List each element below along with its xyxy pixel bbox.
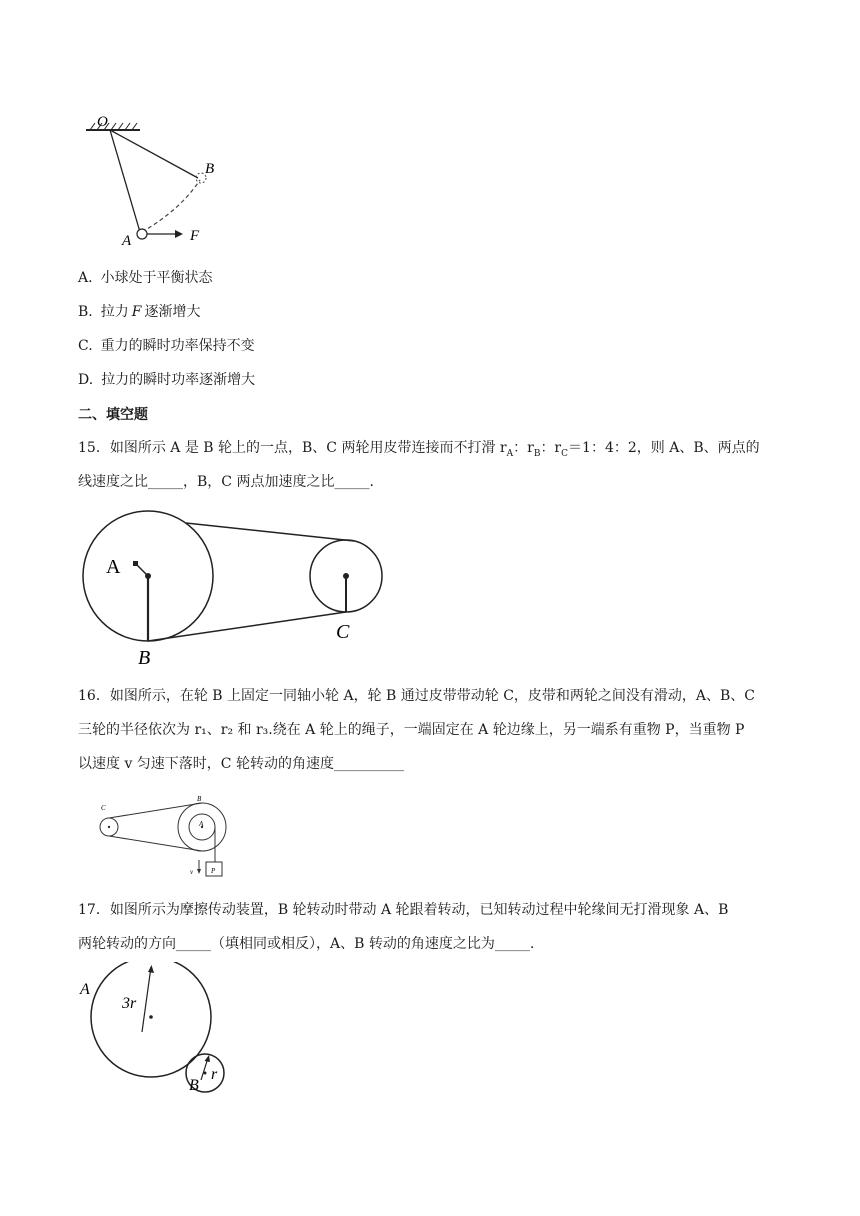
option-letter: D. (78, 372, 94, 388)
q15-text: ＝1：4：2，则 A、B、两点的 (568, 440, 760, 456)
label-a: A (80, 981, 90, 998)
q16-line1: 16．如图所示，在轮 B 上固定一同轴小轮 A，轮 B 通过皮带带动轮 C，皮带和两轮之间没有滑动，A、B、C (78, 688, 756, 704)
q15-line1 (78, 438, 760, 464)
option-letter: B. (78, 304, 93, 320)
friction-drive-figure (78, 962, 238, 1096)
label-a: A (199, 820, 204, 828)
label-o: O (97, 114, 108, 130)
option-text: 拉力的瞬时功率逐渐增大 (101, 372, 256, 388)
wheel-a (91, 962, 211, 1077)
option-d (78, 370, 255, 390)
label-b: B (205, 161, 215, 177)
option-letter: C. (78, 338, 93, 354)
label-b: B (197, 796, 202, 803)
pendulum-figure (80, 110, 230, 250)
string-ob (110, 130, 198, 178)
q16-line3: 以速度 v 匀速下落时，C 轮转动的角速度__________ (78, 756, 404, 772)
label-r: r (211, 1066, 218, 1083)
option-text-post: 逐渐增大 (144, 304, 201, 320)
sep: ：r (540, 440, 562, 456)
sub-a: A (506, 448, 514, 459)
option-a (78, 268, 213, 288)
option-c (78, 336, 255, 356)
option-letter: A. (78, 270, 93, 286)
label-c: C (336, 621, 350, 643)
q15-line2: 线速度之比_____，B，C 两点加速度之比_____. (78, 474, 374, 490)
string-oa (110, 130, 140, 232)
belt-bottom (148, 612, 346, 641)
label-a: A (106, 556, 121, 578)
belt-drive-figure (78, 506, 398, 668)
label-b: B (189, 1077, 199, 1094)
sub-c: C (561, 448, 569, 459)
option-b (78, 302, 200, 322)
label-v: v (190, 868, 194, 876)
option-text: 重力的瞬时功率保持不变 (100, 338, 255, 354)
arc-path (142, 180, 200, 232)
pulley-weight-figure (96, 796, 236, 882)
belt-top (186, 523, 354, 541)
sub-b: B (533, 448, 541, 459)
sep: ：r (513, 440, 534, 456)
label-f: F (190, 228, 200, 244)
label-3r: 3r (122, 995, 137, 1012)
q17-line1: 17．如图所示为摩擦传动装置，B 轮转动时带动 A 轮跟着转动，已知转动过程中轮缘间无打滑现象 A、B (78, 902, 729, 918)
label-a: A (122, 233, 132, 249)
section-title: 二、填空题 (78, 407, 148, 423)
label-c: C (101, 804, 106, 812)
q15-text: 15．如图所示 A 是 B 轮上的一点，B、C 两轮用皮带连接而不打滑 r (78, 440, 507, 456)
q16-line2: 三轮的半径依次为 r₁、r₂ 和 r₃.绕在 A 轮上的绳子，一端固定在 A 轮边缘上，另一端系有重物 P，当重物 P (78, 722, 745, 738)
ball-a (137, 229, 147, 239)
q17-line2: 两轮转动的方向_____（填相同或相反），A、B 转动的角速度之比为_____. (78, 936, 535, 952)
option-text: 小球处于平衡状态 (100, 270, 213, 286)
option-var: F (131, 304, 142, 320)
label-b: B (138, 647, 151, 668)
option-text-pre: 拉力 (100, 304, 129, 320)
label-p: P (211, 867, 216, 875)
